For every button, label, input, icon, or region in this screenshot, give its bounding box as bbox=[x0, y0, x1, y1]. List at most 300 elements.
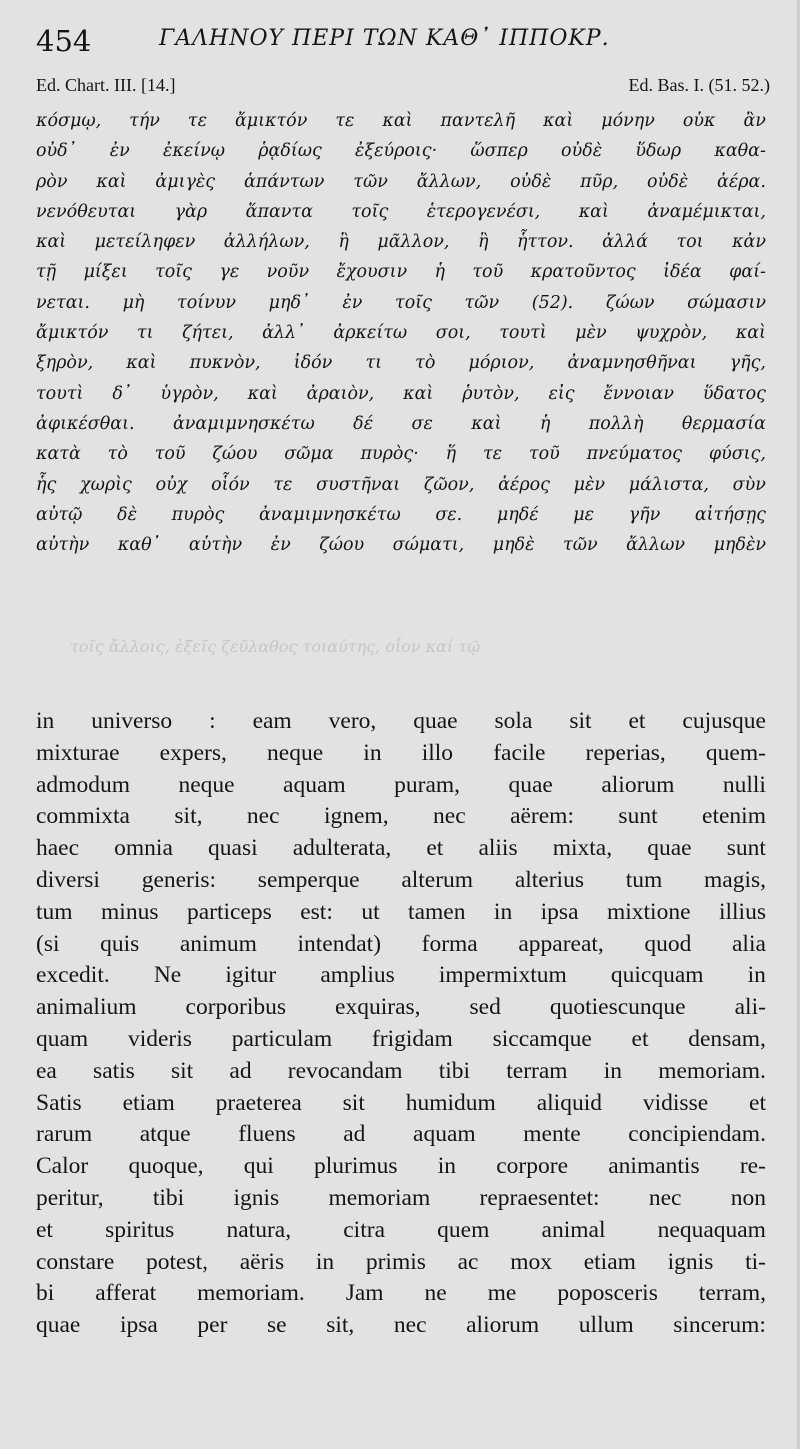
word: mixturae bbox=[36, 739, 120, 766]
word: aliis bbox=[478, 835, 518, 862]
word: diversi bbox=[36, 866, 100, 893]
greek-text-line bbox=[36, 167, 766, 197]
latin-text-line bbox=[36, 897, 766, 929]
greek-text-line bbox=[36, 257, 766, 287]
word: καὶ bbox=[382, 111, 413, 131]
word: ἰδέα bbox=[663, 262, 702, 283]
latin-text-block bbox=[36, 706, 766, 1342]
word: memoriam. bbox=[658, 1057, 766, 1084]
word: repraesentet: bbox=[479, 1184, 600, 1211]
word: igitur bbox=[225, 962, 277, 989]
word: commixta bbox=[36, 803, 130, 830]
greek-text-line bbox=[36, 500, 766, 530]
word: τε bbox=[482, 444, 503, 465]
word: densam, bbox=[688, 1025, 766, 1052]
word: νενόθευται bbox=[36, 201, 137, 222]
word: ἀλλ᾽ bbox=[262, 323, 305, 344]
word: nec bbox=[433, 803, 466, 830]
word: οὐκ bbox=[682, 111, 716, 131]
word: αὐτῷ bbox=[36, 504, 83, 525]
word: ἄμικτόν bbox=[36, 323, 109, 344]
latin-text-line bbox=[36, 706, 766, 738]
greek-text-line bbox=[36, 470, 766, 500]
word: nec bbox=[393, 1312, 427, 1339]
word: fluens bbox=[238, 1121, 296, 1148]
word: ζώων bbox=[605, 292, 655, 313]
word: ἀναμέμικται, bbox=[647, 201, 766, 222]
word: μάλιστα, bbox=[628, 474, 709, 495]
word: etiam bbox=[583, 1248, 636, 1275]
word: κόσμῳ, bbox=[36, 111, 102, 131]
word: mente bbox=[523, 1121, 581, 1148]
word: ζώου bbox=[319, 535, 365, 556]
word: ἄμικτόν bbox=[234, 111, 308, 131]
word: aquam bbox=[413, 1121, 476, 1148]
greek-text-line bbox=[36, 409, 766, 439]
word: etiam bbox=[122, 1089, 175, 1116]
word: ὥσπερ bbox=[470, 141, 528, 162]
word: forma bbox=[421, 930, 478, 957]
word: πυκνὸν, bbox=[189, 353, 261, 374]
word: est: bbox=[300, 898, 333, 925]
word: καὶ bbox=[735, 323, 766, 344]
word: σε. bbox=[435, 504, 463, 525]
word: memoriam bbox=[328, 1184, 431, 1211]
word: ἐξεύροις· bbox=[355, 141, 438, 162]
word: frigidam bbox=[371, 1025, 453, 1052]
latin-text-line bbox=[36, 1278, 766, 1310]
word: nec bbox=[246, 803, 280, 830]
word: κἀν bbox=[732, 232, 766, 253]
word: ut bbox=[361, 898, 380, 925]
page-number: 454 bbox=[36, 24, 92, 58]
word: τῇ bbox=[36, 262, 57, 283]
edition-basel-reference: Ed. Bas. I. (51. 52.) bbox=[628, 75, 770, 95]
word: etenim bbox=[702, 803, 766, 830]
word: (52). bbox=[531, 292, 574, 313]
word: bi bbox=[36, 1280, 55, 1307]
word: μόριον, bbox=[468, 353, 535, 374]
word: καὶ bbox=[543, 111, 574, 131]
greek-text-line bbox=[36, 379, 766, 409]
word: puram, bbox=[394, 771, 461, 798]
word: καὶ bbox=[578, 201, 609, 222]
word: in bbox=[315, 1248, 335, 1275]
word: Jam bbox=[345, 1280, 384, 1307]
word: αὐτὴν bbox=[36, 535, 90, 556]
word: universo bbox=[91, 708, 173, 734]
word: in bbox=[747, 962, 766, 989]
word: δέ bbox=[353, 413, 374, 434]
word: ζῶον, bbox=[423, 474, 475, 495]
latin-text-line bbox=[36, 833, 766, 865]
word: ἢ bbox=[338, 232, 349, 253]
word: rarum bbox=[36, 1121, 93, 1148]
word: αἰτήσῃς bbox=[694, 504, 766, 525]
word: τὸ bbox=[415, 353, 436, 374]
word: animal bbox=[541, 1216, 606, 1243]
word: τε bbox=[187, 111, 207, 131]
word: facile bbox=[493, 739, 546, 766]
word: τοῖς bbox=[395, 292, 432, 313]
word: ipsa bbox=[119, 1312, 158, 1339]
word: σὺν bbox=[732, 474, 766, 495]
word: μὲν bbox=[575, 323, 607, 344]
word: terram bbox=[506, 1057, 568, 1084]
word: ἡ bbox=[434, 262, 445, 283]
word: μόνην bbox=[601, 111, 655, 131]
word: γε bbox=[219, 262, 240, 283]
latin-text-line bbox=[36, 929, 766, 961]
word: χωρὶς bbox=[80, 474, 132, 495]
word: et bbox=[628, 708, 646, 734]
word: ἧττον. bbox=[517, 232, 574, 253]
word: τι bbox=[365, 353, 382, 374]
word: quae bbox=[413, 708, 458, 734]
latin-text-line bbox=[36, 1088, 766, 1120]
word: ἀραιὸν, bbox=[306, 383, 375, 404]
word: αὑτὴν bbox=[188, 535, 243, 556]
word: καὶ bbox=[403, 383, 434, 404]
word: sincerum: bbox=[673, 1312, 766, 1339]
greek-text-line bbox=[36, 106, 766, 136]
word: μηδὲ bbox=[492, 535, 535, 556]
word: ἀναμιμνησκέτω bbox=[172, 413, 315, 434]
edition-reference-line bbox=[36, 75, 770, 103]
word: ξηρὸν, bbox=[36, 353, 94, 374]
word: ψυχρὸν, bbox=[635, 323, 708, 344]
word: sit, bbox=[326, 1312, 355, 1339]
word: ἢ bbox=[477, 232, 489, 253]
word: καὶ bbox=[36, 232, 67, 253]
word: citra bbox=[343, 1216, 385, 1243]
word: spiritus bbox=[105, 1216, 175, 1243]
word: me bbox=[487, 1280, 517, 1307]
word: ῥᾳδίως bbox=[258, 141, 322, 162]
word: corporibus bbox=[185, 994, 287, 1021]
word: particulam bbox=[231, 1025, 333, 1052]
word: sit, bbox=[174, 803, 203, 830]
word: aliorum bbox=[466, 1312, 540, 1339]
latin-text-line bbox=[36, 1215, 766, 1247]
word: haec bbox=[36, 835, 80, 862]
word: qui bbox=[243, 1153, 274, 1180]
word: ἄλλων, bbox=[416, 171, 482, 192]
word: τοῦ bbox=[154, 444, 186, 465]
word: illo bbox=[421, 739, 454, 766]
word: τῶν bbox=[464, 292, 500, 313]
word: vidisse bbox=[642, 1089, 709, 1116]
faint-bleed-through-text: τοῖς ἄλλοις, ἐξεῖς ζεῦλαθος τοιαύτης, οἷον καί τῷ bbox=[70, 637, 481, 656]
word: μίξει bbox=[83, 262, 128, 283]
word: ἀλλά bbox=[602, 232, 648, 253]
word: ὕδωρ bbox=[635, 141, 682, 162]
word: ad bbox=[343, 1121, 366, 1148]
word: et bbox=[36, 1216, 53, 1243]
word: ἡ bbox=[539, 413, 551, 434]
word: φύσις, bbox=[708, 444, 766, 465]
word: quasi bbox=[208, 835, 258, 862]
word: illius bbox=[718, 898, 766, 925]
word: sit bbox=[342, 1089, 365, 1116]
word: τοίνυν bbox=[177, 292, 237, 313]
word: quis bbox=[100, 930, 140, 957]
word: nec bbox=[648, 1184, 682, 1211]
word: ἧς bbox=[36, 474, 57, 495]
word: amplius bbox=[320, 962, 395, 989]
word: ἀέρα. bbox=[717, 171, 766, 192]
word: memoriam. bbox=[197, 1280, 305, 1307]
word: peritur, bbox=[36, 1184, 104, 1211]
word: expers, bbox=[159, 739, 227, 766]
word: concipiendam. bbox=[628, 1121, 766, 1148]
word: neque bbox=[178, 771, 235, 798]
word: cujusque bbox=[682, 708, 766, 734]
word: πολλὴ bbox=[588, 413, 644, 434]
latin-text-line bbox=[36, 1247, 766, 1279]
word: τε bbox=[273, 474, 293, 495]
word: τε bbox=[335, 111, 355, 131]
word: μὲν bbox=[573, 474, 606, 495]
word: οὐδὲ bbox=[561, 141, 603, 162]
word: σῶμα bbox=[284, 444, 334, 465]
word: τὸ bbox=[107, 444, 128, 465]
word: ζήτει, bbox=[182, 323, 234, 344]
word: magis, bbox=[703, 866, 766, 893]
word: revocandam bbox=[287, 1057, 403, 1084]
word: τοι bbox=[676, 232, 704, 253]
word: σε bbox=[411, 413, 433, 434]
word: praeterea bbox=[215, 1089, 302, 1116]
word: quoque, bbox=[128, 1153, 204, 1180]
word: quem bbox=[437, 1216, 490, 1243]
word: nulli bbox=[722, 771, 766, 798]
word: ἀμιγὲς bbox=[155, 171, 216, 192]
word: καὶ bbox=[247, 383, 278, 404]
word: καὶ bbox=[126, 353, 157, 374]
word: sunt bbox=[726, 835, 766, 862]
word: ρὸν bbox=[36, 171, 68, 192]
word: (si bbox=[36, 930, 60, 957]
word: ὑγρὸν, bbox=[160, 383, 219, 404]
greek-text-line bbox=[36, 348, 766, 378]
word: κρατοῦντος bbox=[530, 262, 636, 283]
word: videris bbox=[127, 1025, 192, 1052]
word: nequaquam bbox=[657, 1216, 766, 1243]
word: constare bbox=[36, 1248, 115, 1275]
word: ἐν bbox=[270, 535, 291, 556]
word: intendat) bbox=[297, 930, 382, 957]
word: ad bbox=[229, 1057, 252, 1084]
word: τουτὶ bbox=[36, 383, 84, 404]
word: poposceris bbox=[557, 1280, 658, 1307]
word: πνεύματος bbox=[586, 444, 682, 465]
greek-text-line bbox=[36, 136, 766, 166]
word: τῶν bbox=[353, 171, 388, 192]
word: quae bbox=[508, 771, 553, 798]
word: alterum bbox=[401, 866, 474, 893]
word: quotiescunque bbox=[549, 994, 686, 1021]
word: animum bbox=[179, 930, 257, 957]
word: ἑτερογενέσι, bbox=[426, 201, 541, 222]
word: τοῦ bbox=[472, 262, 504, 283]
word: natura, bbox=[226, 1216, 292, 1243]
word: γῆς, bbox=[729, 353, 766, 374]
word: : bbox=[209, 708, 216, 734]
word: eam bbox=[252, 708, 292, 734]
latin-text-line bbox=[36, 992, 766, 1024]
word: τουτὶ bbox=[499, 323, 547, 344]
word: in bbox=[437, 1153, 457, 1180]
word: ἁπάντων bbox=[244, 171, 325, 192]
word: sunt bbox=[618, 803, 658, 830]
word: σοι, bbox=[435, 323, 471, 344]
running-head bbox=[36, 24, 770, 64]
word: quae bbox=[36, 1312, 81, 1339]
word: τοῖς bbox=[351, 201, 389, 222]
word: πῦρ, bbox=[580, 171, 619, 192]
word: sola bbox=[494, 708, 533, 734]
word: tum bbox=[36, 898, 73, 925]
word: γῆν bbox=[628, 504, 661, 525]
word: δ᾽ bbox=[112, 383, 132, 404]
word: ignem, bbox=[323, 803, 389, 830]
word: καὶ bbox=[96, 171, 127, 192]
word: tibi bbox=[152, 1184, 185, 1211]
word: νοῦν bbox=[266, 262, 310, 283]
word: sed bbox=[469, 994, 501, 1021]
word: tum bbox=[625, 866, 663, 893]
word: reperias, bbox=[585, 739, 666, 766]
word: exquiras, bbox=[335, 994, 421, 1021]
word: Satis bbox=[36, 1089, 82, 1116]
greek-text-line bbox=[36, 318, 766, 348]
word: τοῖς bbox=[155, 262, 192, 283]
word: animalium bbox=[36, 994, 137, 1021]
word: πυρὸς bbox=[171, 504, 225, 525]
word: ἐκείνῳ bbox=[162, 141, 225, 162]
word: appareat, bbox=[518, 930, 604, 957]
word: generis: bbox=[141, 866, 217, 893]
word: ἔννοιαν bbox=[603, 383, 674, 404]
word: ἐν bbox=[109, 141, 130, 162]
latin-text-line bbox=[36, 1183, 766, 1215]
word: ne bbox=[424, 1280, 447, 1307]
word: in bbox=[493, 898, 513, 925]
word: sit bbox=[171, 1057, 194, 1084]
edition-chart-reference: Ed. Chart. III. [14.] bbox=[36, 75, 176, 95]
word: ullum bbox=[578, 1312, 634, 1339]
word: per bbox=[197, 1312, 228, 1339]
word: μηδέ bbox=[496, 504, 539, 525]
latin-text-line bbox=[36, 738, 766, 770]
word: plurimus bbox=[313, 1153, 398, 1180]
word: μηδὲν bbox=[713, 535, 766, 556]
latin-text-line bbox=[36, 1310, 766, 1342]
word: humidum bbox=[405, 1089, 496, 1116]
word: συστῆναι bbox=[316, 474, 401, 495]
word: καθα- bbox=[714, 141, 766, 162]
word: σώματι, bbox=[392, 535, 465, 556]
word: semperque bbox=[257, 866, 360, 893]
word: οἷόν bbox=[211, 474, 250, 495]
latin-text-line bbox=[36, 1056, 766, 1088]
word: ἀναμνησθῆναι bbox=[567, 353, 697, 374]
word: κατὰ bbox=[36, 444, 81, 465]
word: admodum bbox=[36, 771, 130, 798]
word: in bbox=[603, 1057, 623, 1084]
word: τι bbox=[136, 323, 154, 344]
word: καθ᾽ bbox=[117, 535, 161, 556]
word: non bbox=[730, 1184, 766, 1211]
word: ἀέρος bbox=[498, 474, 550, 495]
word: siccamque bbox=[492, 1025, 592, 1052]
word: animantis bbox=[608, 1153, 700, 1180]
word: παντελῆ bbox=[440, 111, 516, 131]
word: aliquid bbox=[536, 1089, 602, 1116]
greek-text-line bbox=[36, 530, 766, 560]
word: aquam bbox=[283, 771, 346, 798]
latin-text-line bbox=[36, 960, 766, 992]
latin-text-line bbox=[36, 1024, 766, 1056]
latin-text-line bbox=[36, 865, 766, 897]
latin-text-line bbox=[36, 770, 766, 802]
word: se bbox=[267, 1312, 287, 1339]
word: tibi bbox=[438, 1057, 471, 1084]
word: vero, bbox=[328, 708, 377, 734]
word: οὐχ bbox=[155, 474, 188, 495]
word: adulterata, bbox=[292, 835, 392, 862]
word: ignis bbox=[667, 1248, 714, 1275]
greek-text-line bbox=[36, 197, 766, 227]
word: ἀναμιμνησκέτω bbox=[258, 504, 401, 525]
word: mixta, bbox=[552, 835, 613, 862]
word: ἀλλήλων, bbox=[223, 232, 310, 253]
word: in bbox=[363, 739, 382, 766]
word: οὐδὲ bbox=[510, 171, 552, 192]
word: ignis bbox=[233, 1184, 280, 1211]
greek-text-line bbox=[36, 439, 766, 469]
word: ac bbox=[457, 1248, 479, 1275]
word: με bbox=[573, 504, 595, 525]
word: δὲ bbox=[117, 504, 137, 525]
word: et bbox=[749, 1089, 766, 1116]
word: μηδ᾽ bbox=[268, 292, 310, 313]
word: ἔχουσιν bbox=[336, 262, 408, 283]
word: οὐδὲ bbox=[647, 171, 689, 192]
word: afferat bbox=[95, 1280, 157, 1307]
word: θερμασία bbox=[681, 413, 766, 434]
word: μὴ bbox=[122, 292, 145, 313]
word: τοῦ bbox=[528, 444, 560, 465]
word: ali- bbox=[734, 994, 766, 1021]
word: quod bbox=[644, 930, 692, 957]
word: excedit. bbox=[36, 962, 110, 989]
word: μετείληφεν bbox=[94, 232, 196, 253]
word: τῶν bbox=[563, 535, 598, 556]
word: quae bbox=[647, 835, 692, 862]
word: ἀφικέσθαι. bbox=[36, 413, 135, 434]
word: in bbox=[36, 708, 55, 734]
word: γὰρ bbox=[174, 201, 208, 222]
word: quem- bbox=[705, 739, 766, 766]
word: mox bbox=[510, 1248, 552, 1275]
word: satis bbox=[93, 1057, 135, 1084]
word: alterius bbox=[514, 866, 584, 893]
word: mixtione bbox=[606, 898, 691, 925]
word: re- bbox=[739, 1153, 766, 1180]
word: potest, bbox=[146, 1248, 209, 1275]
